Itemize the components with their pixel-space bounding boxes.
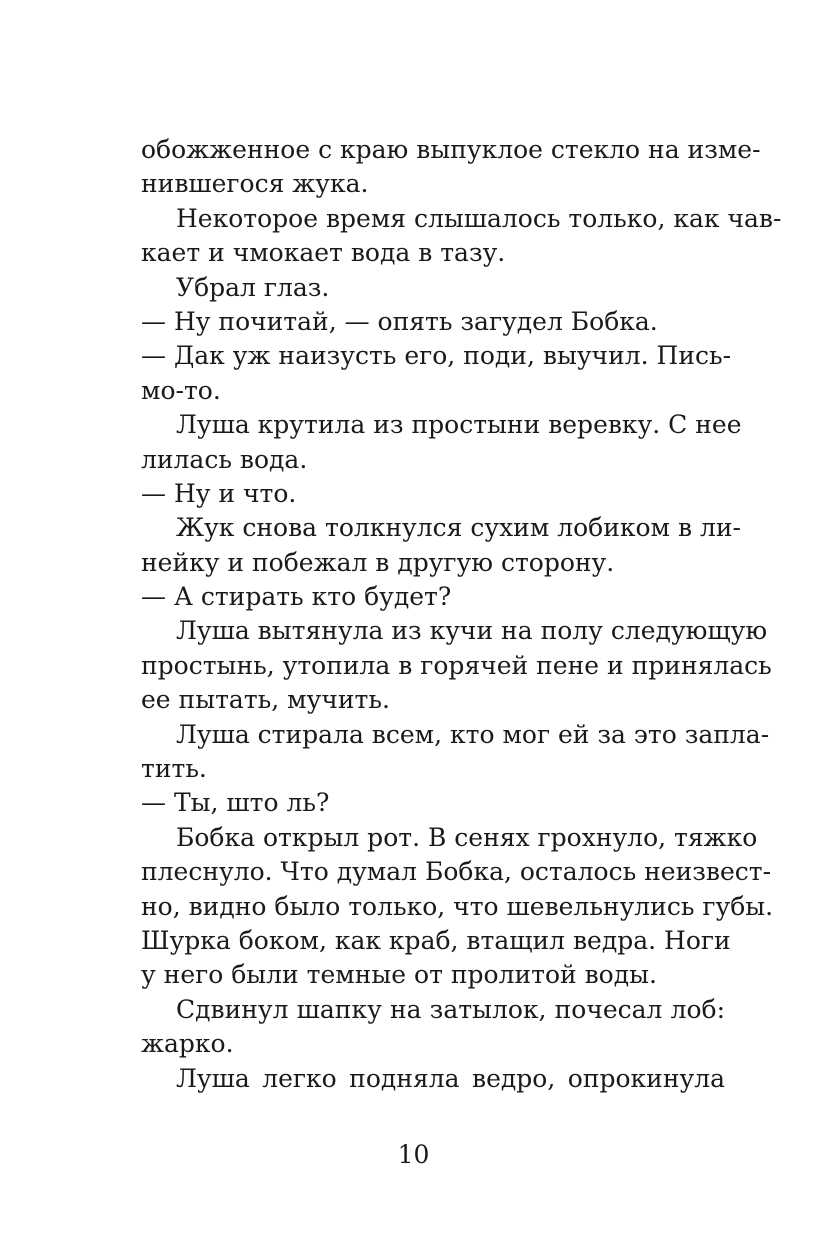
text-line: обожженное с краю выпуклое стекло на изме- [141, 135, 761, 164]
text-line: Сдвинул шапку на затылок, почесал лоб: [176, 994, 725, 1024]
text-line: лилась вода. [141, 444, 308, 474]
text-line: Луша стирала всем, кто мог ей за это запла- [176, 719, 770, 749]
text-line: Луша легко подняла ведро, опрокинула [176, 1063, 725, 1093]
text-line: мо-то. [141, 375, 221, 405]
text-line: нейку и побежал в другую сторону. [141, 547, 615, 577]
text-line: у него были темные от пролитой воды. [141, 960, 657, 990]
text-line: кает и чмокает вода в тазу. [141, 238, 506, 268]
text-line: простынь, утопила в горячей пене и принялась [141, 650, 772, 680]
text-line: Луша вытянула из кучи на полу следующую [176, 616, 768, 646]
text-line: нившегося жука. [141, 169, 369, 199]
text-line: Некоторое время слышалось только, как чав- [176, 203, 782, 233]
text-line: Убрал глаз. [176, 272, 330, 302]
text-line: но, видно было только, что шевельнулись губы. [141, 891, 774, 921]
text-line: Шурка боком, как краб, втащил ведра. Ноги [141, 925, 731, 955]
body-text [141, 133, 782, 1096]
text-line: плеснуло. Что думал Бобка, осталось неизвест- [141, 857, 772, 887]
text-line: — Ну почитай, — опять загудел Бобка. [141, 306, 658, 336]
text-line: жарко. [141, 1029, 234, 1059]
text-line: Бобка открыл рот. В сенях грохнуло, тяжко [176, 822, 758, 852]
text-line: Жук снова толкнулся сухим лобиком в ли- [176, 513, 741, 543]
text-line: Луша крутила из простыни веревку. С нее [176, 410, 742, 440]
text-line: ее пытать, мучить. [141, 685, 390, 715]
text-line: — Ты, што ль? [141, 788, 330, 818]
text-line: — Ну и что. [141, 478, 297, 508]
text-line: тить. [141, 754, 207, 784]
text-line: — Дак уж наизусть его, поди, выучил. Пись- [141, 341, 732, 371]
page-number: 10 [397, 1140, 430, 1169]
text-line: — А стирать кто будет? [141, 582, 452, 612]
